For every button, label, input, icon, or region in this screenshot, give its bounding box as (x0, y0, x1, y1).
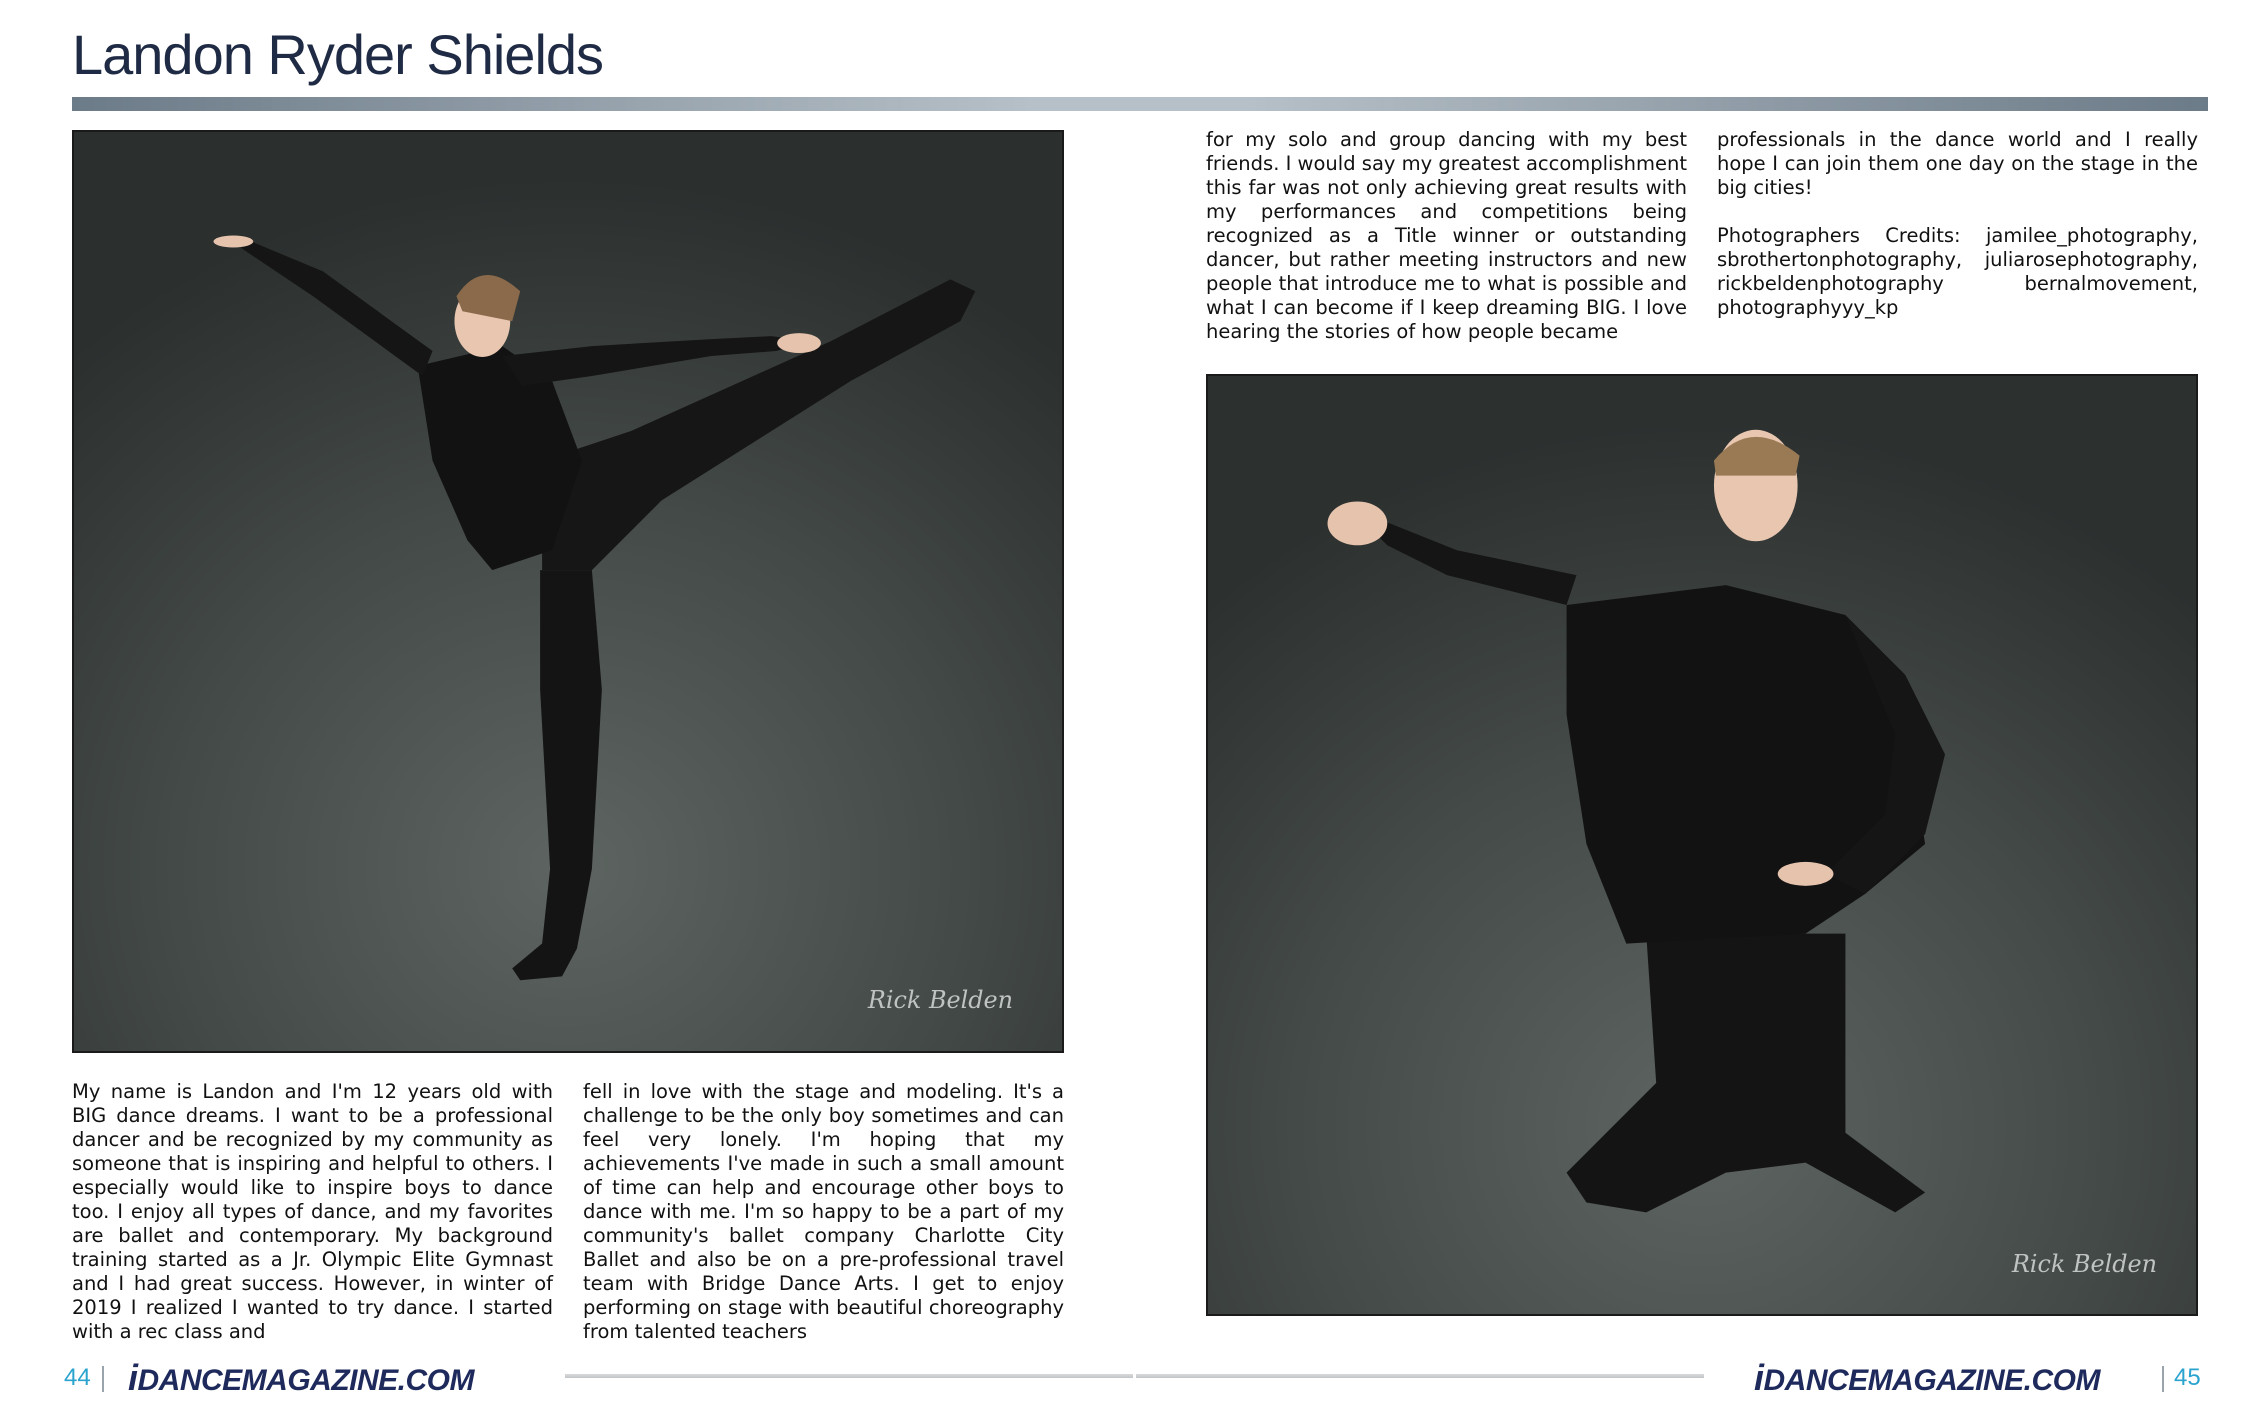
logo-text: DANCEMAGAZINE.COM (137, 1364, 475, 1397)
logo-i-glyph: i (1754, 1357, 1764, 1398)
logo-i-glyph: i (128, 1357, 138, 1398)
title-underline-bar (72, 97, 2208, 111)
footer-separator-left (102, 1366, 104, 1392)
article-column-3 (1206, 128, 1687, 344)
footer-rule-left (565, 1374, 1133, 1378)
page-title: Landon Ryder Shields (72, 23, 604, 86)
page-number-left: 44 (64, 1364, 91, 1391)
article-paragraph: My name is Landon and I'm 12 years old with BIG dance dreams. I want to be a professional dancer and be recognized by my community as someone that is inspiring and helpful to others. I especially would like to inspire boys to dance too. I enjoy all types of dance, and my favorites are ballet and contemporary. My background training started as a Jr. Olympic Elite Gymnast and I had great success. However, in winter of 2019 I realized I wanted to try dance. I started with a rec class and (72, 1080, 553, 1343)
article-paragraph: for my solo and group dancing with my best friends. I would say my greatest accomplishment this far was not only achieving great results with my performances and competitions being recognized as a Title winner or outstanding dancer, but rather meeting instructors and new people that introduce me to what is possible and what I can become if I keep dreaming BIG. I love hearing the stories of how people became (1206, 128, 1687, 343)
photo-watermark-right: Rick Belden (2011, 1250, 2158, 1279)
photo-dancer-kneeling (1206, 374, 2198, 1316)
magazine-logo-right[interactable] (1754, 1357, 2100, 1399)
article-column-4 (1717, 128, 2198, 320)
photographer-credits: Photographers Credits: jamilee_photography, sbrothertonphotography, juliarosephotography, rickbeldenphotography bernalmovement, photographyyy_kp (1717, 224, 2198, 319)
footer-rule-right (1136, 1374, 1704, 1378)
photo-watermark-left: Rick Belden (867, 986, 1014, 1015)
footer-separator-right (2162, 1366, 2164, 1392)
article-paragraph: fell in love with the stage and modeling. It's a challenge to be the only boy sometimes and can feel very lonely. I'm hoping that my achievements I've made in such a small amount of time can help and encourage other boys to dance with me. I'm so happy to be a part of my community's ballet company Charlotte City Ballet and also be on a pre-professional travel team with Bridge Dance Arts. I get to enjoy performing on stage with beautiful choreography from talented teachers (583, 1080, 1064, 1343)
dancer-arabesque-illustration (74, 132, 1062, 1051)
article-column-1 (72, 1080, 553, 1344)
article-paragraph: professionals in the dance world and I really hope I can join them one day on the stage in the big cities! (1717, 128, 2198, 199)
photo-dancer-arabesque (72, 130, 1064, 1053)
page-number-right: 45 (2174, 1364, 2201, 1391)
article-column-2 (583, 1080, 1064, 1344)
magazine-logo-left[interactable] (128, 1357, 474, 1399)
logo-text: DANCEMAGAZINE.COM (1763, 1364, 2101, 1397)
dancer-kneeling-illustration (1208, 376, 2196, 1314)
